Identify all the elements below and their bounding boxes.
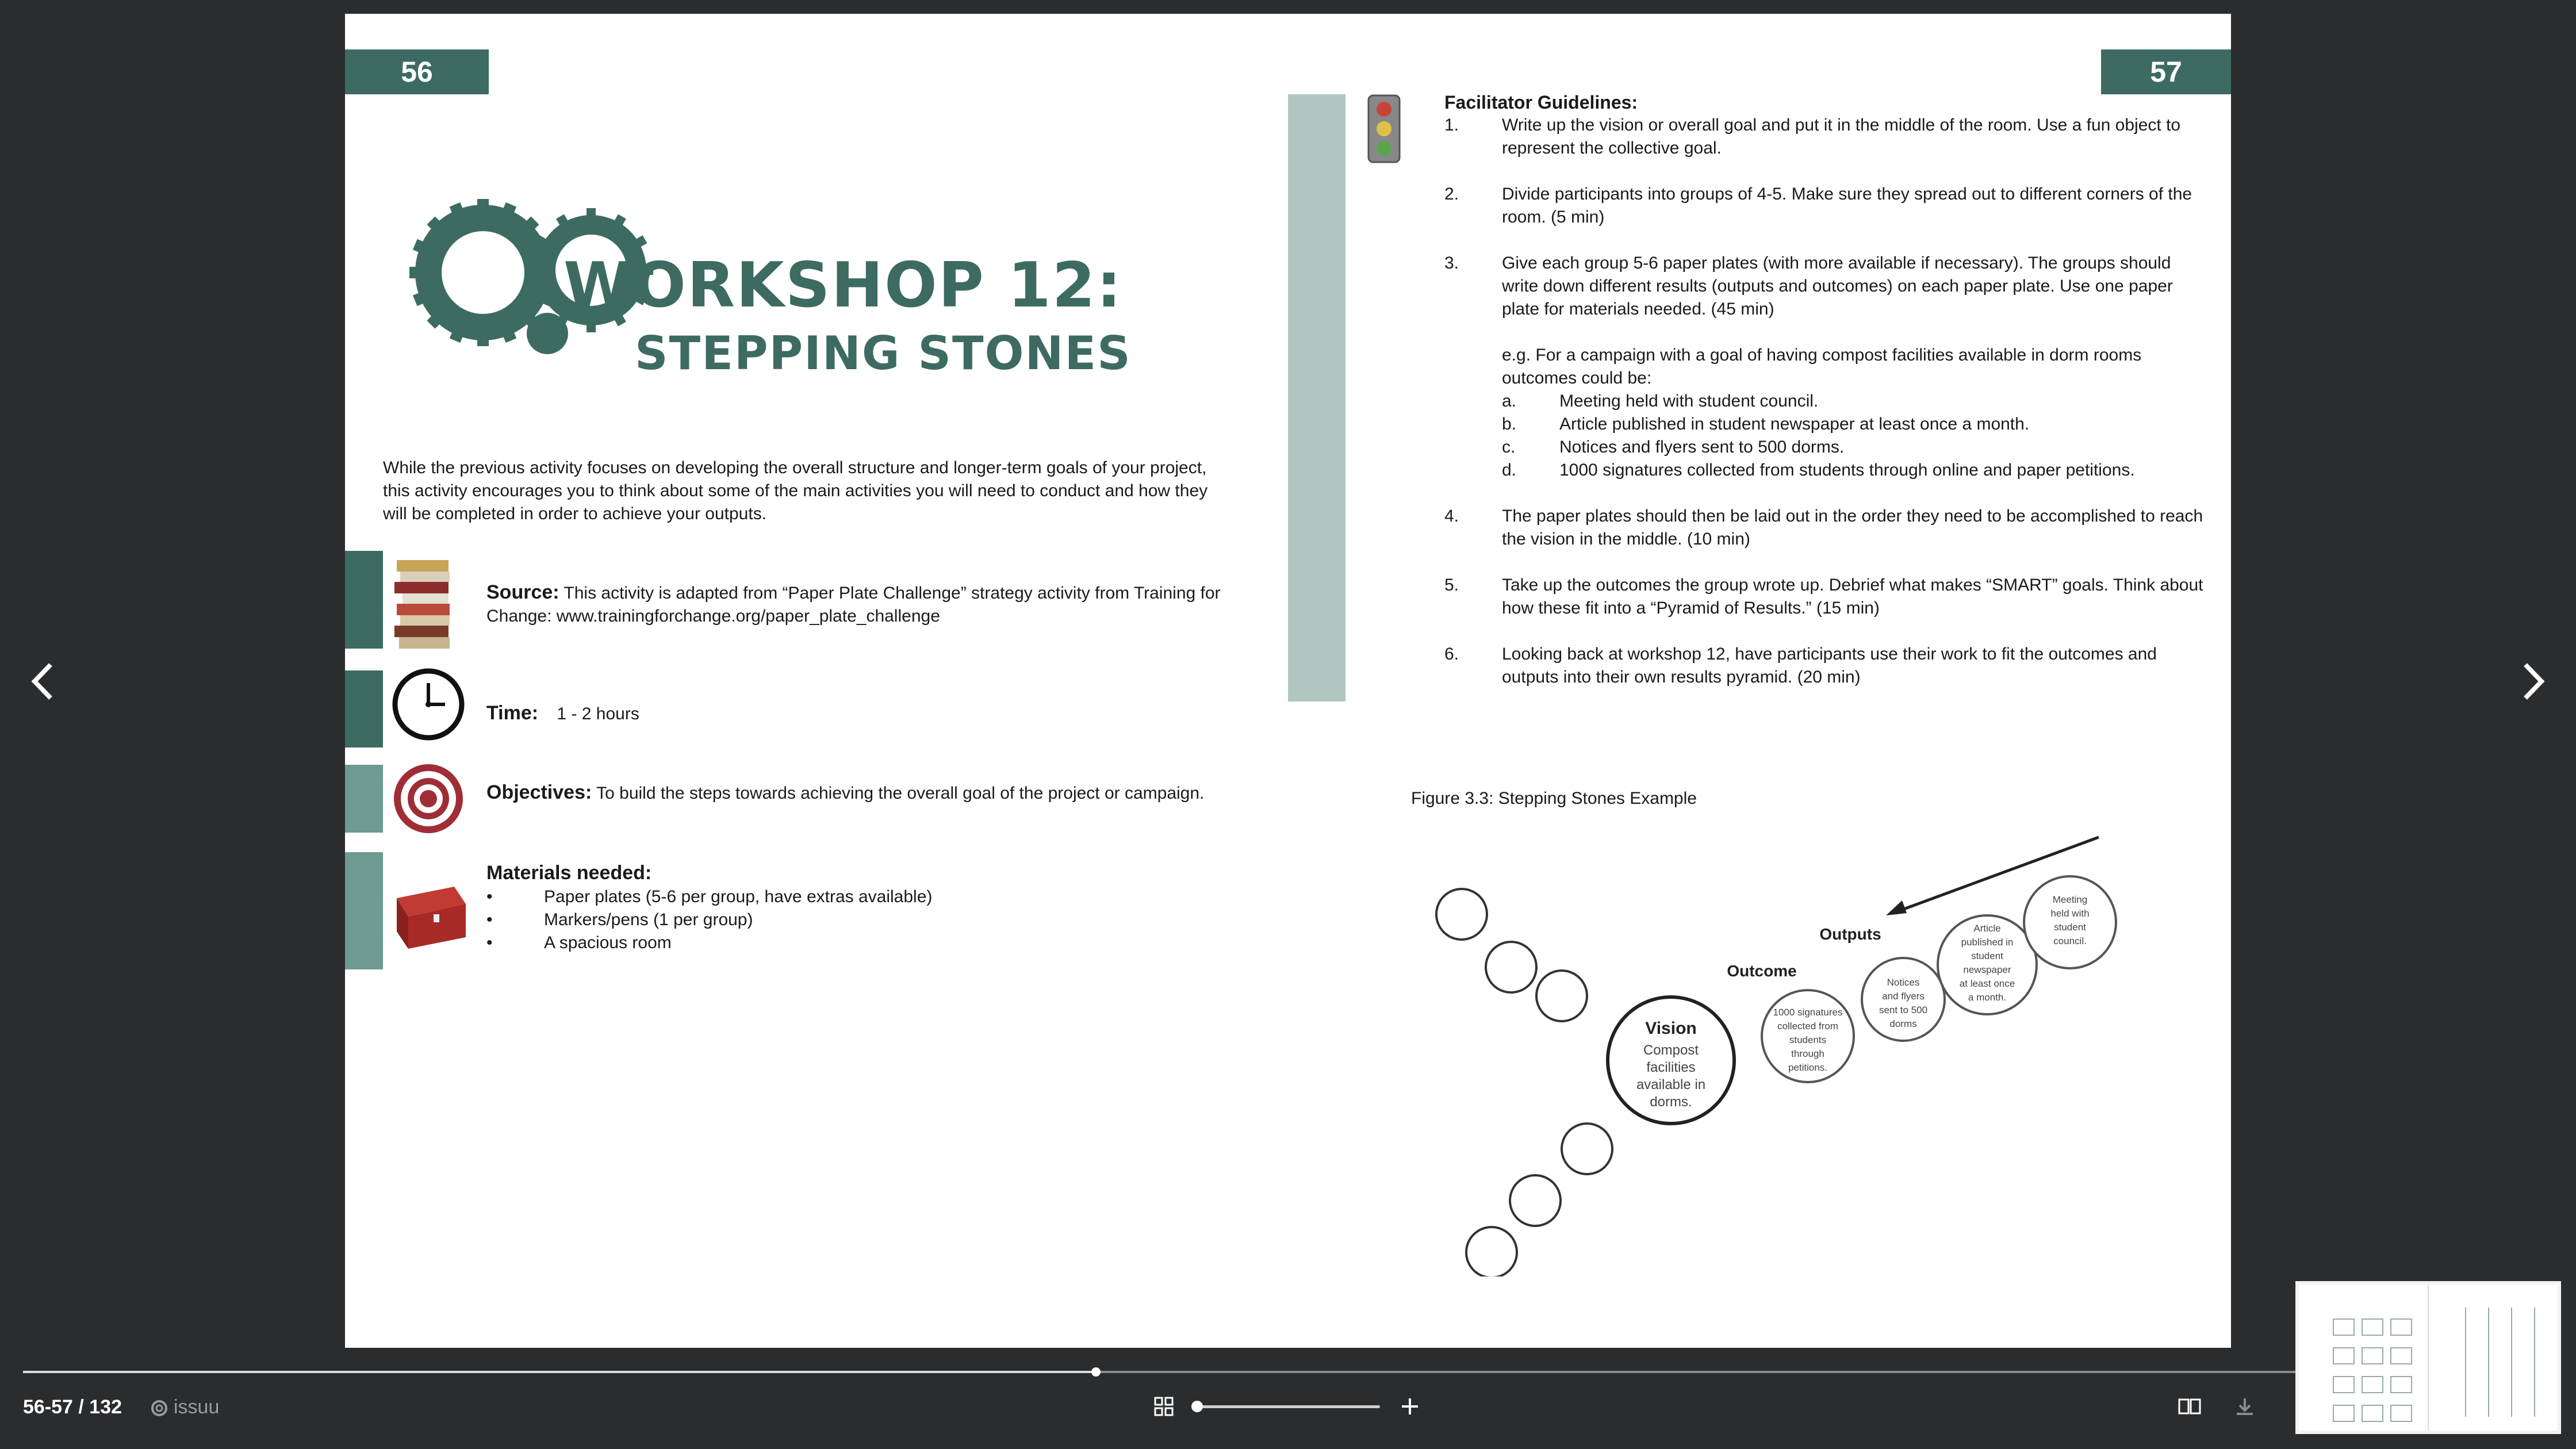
- svg-text:1000 signatures: 1000 signatures: [1773, 1007, 1843, 1018]
- svg-text:available in: available in: [1636, 1077, 1706, 1092]
- clock-icon: [391, 667, 466, 742]
- svg-text:sent to 500: sent to 500: [1879, 1005, 1928, 1015]
- left-page: [345, 14, 1288, 1348]
- svg-text:petitions.: petitions.: [1788, 1062, 1828, 1073]
- svg-text:held with: held with: [2050, 908, 2090, 919]
- objectives-section: [486, 781, 1257, 805]
- section-band: [345, 551, 383, 649]
- list-item: 1. Write up the vision or overall goal and put it in the middle of the room. Use a fun object to represent the collective goal.: [1444, 116, 2181, 158]
- right-page: [1288, 14, 2231, 1348]
- side-band: [1288, 94, 1346, 702]
- progress-fill: [23, 1371, 1096, 1373]
- svg-text:dorms.: dorms.: [1650, 1094, 1692, 1110]
- svg-text:Meeting: Meeting: [2052, 894, 2088, 905]
- svg-text:Article: Article: [1973, 923, 2001, 934]
- output-stone-3: [2024, 876, 2116, 968]
- stepping-stones-diagram: [1411, 816, 2159, 1276]
- svg-text:Notices: Notices: [1887, 977, 1920, 988]
- target-icon: [391, 761, 466, 836]
- list-item: b. Article published in student newspaper at least once a month.: [1502, 415, 2030, 434]
- chevron-right-icon[interactable]: [2518, 661, 2547, 702]
- time-text: 1 - 2 hours: [557, 704, 639, 723]
- list-item: • A spacious room: [486, 933, 672, 952]
- zoom-handle[interactable]: [1191, 1401, 1203, 1412]
- example-intro: e.g. For a campaign with a goal of having compost facilities available in dorm rooms outcomes could be:: [1502, 346, 2142, 388]
- page-number-left: 56: [345, 49, 489, 94]
- svg-text:collected from: collected from: [1777, 1021, 1838, 1032]
- thumbnail-preview: [2299, 1285, 2558, 1431]
- list-item: c. Notices and flyers sent to 500 dorms.: [1502, 438, 1845, 457]
- facilitator-guidelines: [1444, 91, 2209, 712]
- list-item: 5. Take up the outcomes the group wrote up. Debrief what makes “SMART” goals. Think about how these fit into a “Pyramid of Results.” (15 min): [1444, 576, 2203, 618]
- materials-section: [486, 861, 1257, 954]
- time-label: Time:: [486, 702, 539, 724]
- download-icon[interactable]: [2234, 1396, 2255, 1417]
- outcome-label: Outcome: [1727, 962, 1797, 980]
- plus-icon[interactable]: [1400, 1396, 1420, 1417]
- list-item: a. Meeting held with student council.: [1502, 392, 1819, 411]
- section-band: [345, 765, 383, 833]
- zoom-slider[interactable]: [1196, 1405, 1380, 1408]
- issuu-logo-icon: [151, 1400, 168, 1417]
- svg-text:Compost: Compost: [1643, 1042, 1699, 1058]
- time-section: [486, 702, 1257, 726]
- example-block: [1502, 344, 2209, 482]
- output-stone-2: [1938, 915, 2037, 1014]
- outputs-label: Outputs: [1819, 925, 1881, 943]
- source-text: This activity is adapted from “Paper Plate Challenge” strategy activity from Training for Change: www.trainingforchange.org/paper_plate_challenge: [486, 584, 1221, 626]
- vision-stone: [1608, 997, 1734, 1124]
- brand-name: issuu: [174, 1396, 220, 1418]
- svg-text:dorms: dorms: [1889, 1018, 1917, 1029]
- books-icon: [391, 554, 460, 652]
- page-number-right: 57: [2101, 49, 2231, 94]
- svg-text:published in: published in: [1961, 937, 2014, 948]
- list-item: 6. Looking back at workshop 12, have participants use their work to fit the outcomes and outputs into their own results pyramid. (20 min): [1444, 645, 2157, 687]
- list-item: 3. Give each group 5-6 paper plates (with more available if necessary). The groups should write down different results (outputs and outcomes) on each paper plate. Use one paper plate for materials needed. (45 min): [1444, 254, 2173, 319]
- intro-paragraph: While the previous activity focuses on developing the overall structure and longer-term goals of your project, this activity encourages you to think about some of the main activities you will need to conduct and how they will be completed in order to achieve your outputs.: [383, 458, 1208, 523]
- page-thumbnail[interactable]: [2295, 1281, 2561, 1434]
- svg-text:newspaper: newspaper: [1963, 964, 2011, 975]
- objectives-text: To build the steps towards achieving the overall goal of the project or campaign.: [596, 784, 1205, 803]
- svg-text:a month.: a month.: [1968, 992, 2007, 1003]
- reader-icon[interactable]: [2178, 1397, 2201, 1417]
- list-item: d. 1000 signatures collected from students through online and paper petitions.: [1502, 461, 2135, 480]
- chevron-left-icon[interactable]: [29, 661, 57, 702]
- toolbox-icon: [391, 869, 471, 950]
- svg-text:through: through: [1791, 1048, 1824, 1059]
- svg-text:and flyers: and flyers: [1882, 991, 1925, 1002]
- workshop-title: WORKSHOP 12:: [564, 250, 1123, 321]
- svg-text:students: students: [1789, 1034, 1827, 1045]
- guidelines-title: Facilitator Guidelines:: [1444, 92, 1638, 113]
- list-item: • Markers/pens (1 per group): [486, 910, 753, 929]
- workshop-subtitle: STEPPING STONES: [635, 327, 1132, 380]
- svg-text:student: student: [2054, 922, 2086, 933]
- objectives-label: Objectives:: [486, 781, 592, 803]
- svg-text:student: student: [1971, 950, 2003, 961]
- list-item: 4. The paper plates should then be laid out in the order they need to be accomplished to reach the vision in the middle. (10 min): [1444, 507, 2203, 549]
- list-item: 2. Divide participants into groups of 4-5. Make sure they spread out to different corners of the room. (5 min): [1444, 185, 2192, 227]
- list-item: • Paper plates (5-6 per group, have extras available): [486, 887, 933, 906]
- source-label: Source:: [486, 581, 559, 603]
- page-count: 56-57 / 132: [23, 1396, 122, 1418]
- vision-title: Vision: [1645, 1019, 1697, 1038]
- source-section: [486, 581, 1257, 628]
- figure-caption: Figure 3.3: Stepping Stones Example: [1411, 789, 1697, 808]
- traffic-light-icon: [1366, 93, 1402, 164]
- materials-label: Materials needed:: [486, 862, 652, 884]
- outcome-stone: [1762, 990, 1854, 1082]
- section-band: [345, 852, 383, 969]
- section-band: [345, 670, 383, 747]
- grid-icon[interactable]: [1153, 1396, 1174, 1417]
- svg-text:facilities: facilities: [1646, 1060, 1696, 1075]
- progress-handle[interactable]: [1091, 1367, 1101, 1377]
- svg-text:council.: council.: [2053, 936, 2087, 946]
- svg-text:at least once: at least once: [1959, 978, 2015, 989]
- output-stone-1: [1862, 958, 1945, 1041]
- empty-stones: [1436, 889, 1612, 1276]
